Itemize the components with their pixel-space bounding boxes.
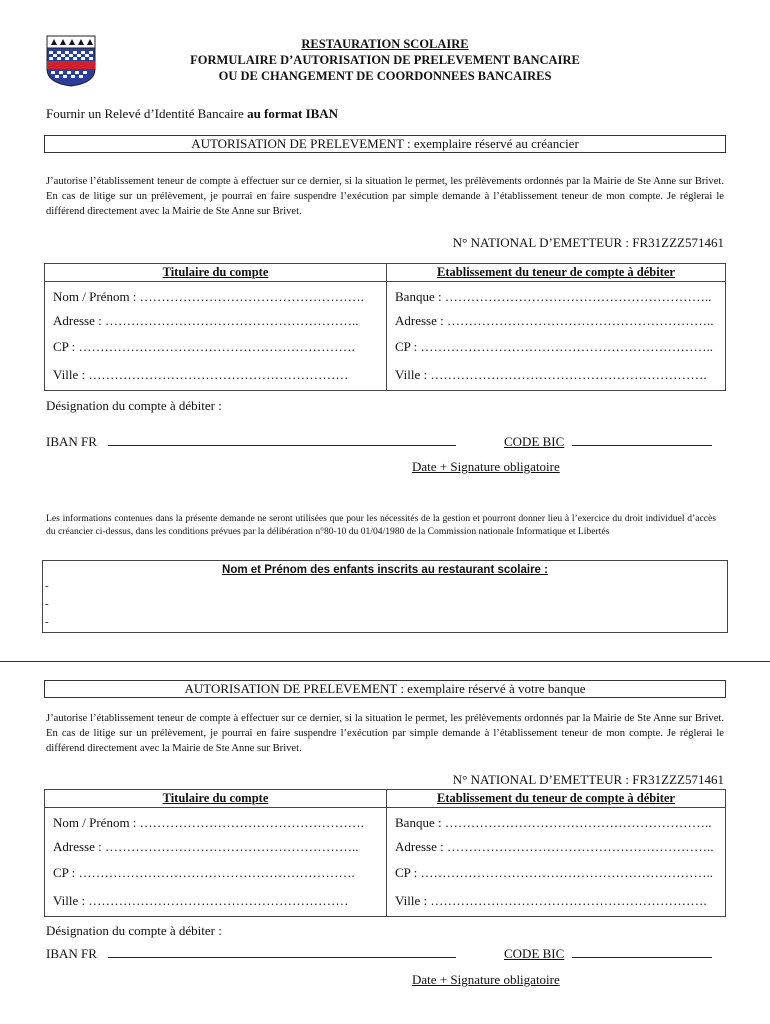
section1-adresse-left-field[interactable]: Adresse : …………………………………………………..	[53, 313, 359, 328]
section1-cp-right-field[interactable]: CP : …………………………………………………………..	[395, 339, 714, 354]
section1-account-table	[44, 263, 726, 391]
section1-bic-row	[504, 434, 712, 450]
section2-account-table	[44, 789, 726, 917]
section2-nom-field[interactable]: Nom / Prénom : …………………………………………….	[53, 815, 364, 830]
section1-designation: Désignation du compte à débiter :	[46, 398, 222, 413]
section2-emetteur: N° NATIONAL D’EMETTEUR : FR31ZZZ571461	[452, 772, 724, 787]
child-line-2[interactable]: -	[45, 598, 49, 610]
section2-box-title: AUTORISATION DE PRELEVEMENT : exemplaire réservé à votre banque	[44, 680, 726, 698]
section1-cp-left-field[interactable]: CP : ……………………………………………………….	[53, 339, 355, 354]
section2-signature-label: Date + Signature obligatoire	[412, 972, 560, 987]
section2-designation: Désignation du compte à débiter :	[46, 923, 222, 938]
section1-ville-right-field[interactable]: Ville : ……………………………………………………….	[395, 367, 707, 382]
section1-iban-label: IBAN FR	[46, 434, 97, 449]
section2-paragraph: J’autorise l’établissement teneur de compte à effectuer sur ce dernier, si la situation le permet, les prélèvements ordonnés par la Mairie de Ste Anne sur Brivet. En cas de litige sur un prélèvement, je pourrai en faire suspendre l’exécution par simple demande à l’établissement teneur de mon compte. Je réglerai le différend directement avec la Mairie de Ste Anne sur Brivet.	[46, 713, 724, 754]
section2-bic-input[interactable]	[572, 947, 712, 958]
section2-cp-left-field[interactable]: CP : ……………………………………………………….	[53, 865, 355, 880]
section2-bic-row	[504, 946, 712, 962]
child-line-1[interactable]: -	[45, 580, 49, 592]
rib-note	[46, 106, 338, 122]
section1-signature-label: Date + Signature obligatoire	[412, 459, 560, 474]
section1-col-etablissement: Etablissement du teneur de compte à débiter	[387, 264, 726, 282]
section1-nom-field[interactable]: Nom / Prénom : …………………………………………….	[53, 289, 364, 304]
section2-iban-input[interactable]	[108, 947, 456, 958]
section2-adresse-left-field[interactable]: Adresse : …………………………………………………..	[53, 839, 359, 854]
section1-adresse-right-field[interactable]: Adresse : ……………………………………………………..	[395, 313, 714, 328]
document-title: RESTAURATION SCOLAIRE	[301, 37, 469, 51]
cnil-note: Les informations contenues dans la présente demande ne seront utilisées que pour les nécessités de la gestion et pourront donner lieu à l’exercice du droit individuel d’accès du créancier ci-dessus, dans les conditions prévues par la délibération n°80-10 du 01/04/1980 de la Commission nationale Informatique et Libertés	[46, 513, 716, 537]
section1-iban-input[interactable]	[108, 435, 456, 446]
section1-bic-label: CODE BIC	[504, 434, 565, 449]
rib-note-format: au format IBAN	[247, 106, 339, 121]
section2-cp-right-field[interactable]: CP : …………………………………………………………..	[395, 865, 714, 880]
section2-iban-label: IBAN FR	[46, 946, 97, 961]
section1-bic-input[interactable]	[572, 435, 712, 446]
section2-iban-row	[46, 946, 456, 962]
section1-iban-row	[46, 434, 456, 450]
section2-col-titulaire: Titulaire du compte	[45, 790, 387, 808]
section1-box-title: AUTORISATION DE PRELEVEMENT : exemplaire réservé au créancier	[44, 135, 726, 153]
document-subtitle-1: FORMULAIRE D’AUTORISATION DE PRELEVEMENT BANCAIRE	[190, 53, 580, 67]
children-box	[42, 560, 728, 633]
section1-emetteur: N° NATIONAL D’EMETTEUR : FR31ZZZ571461	[452, 235, 724, 250]
document-header	[0, 36, 770, 84]
section1-banque-field[interactable]: Banque : ……………………………………………………..	[395, 289, 712, 304]
children-title: Nom et Prénom des enfants inscrits au restaurant scolaire :	[222, 564, 548, 576]
rib-note-text: Fournir un Relevé d’Identité Bancaire	[46, 106, 244, 121]
section2-adresse-right-field[interactable]: Adresse : ……………………………………………………..	[395, 839, 714, 854]
section1-ville-left-field[interactable]: Ville : ……………………………………………………	[53, 367, 349, 382]
section1-col-titulaire: Titulaire du compte	[45, 264, 387, 282]
section2-ville-left-field[interactable]: Ville : ……………………………………………………	[53, 893, 349, 908]
section2-col-etablissement: Etablissement du teneur de compte à débiter	[387, 790, 726, 808]
section2-bic-label: CODE BIC	[504, 946, 565, 961]
section2-ville-right-field[interactable]: Ville : ……………………………………………………….	[395, 893, 707, 908]
child-line-3[interactable]: -	[45, 616, 49, 628]
cut-line-divider	[0, 661, 770, 662]
section2-banque-field[interactable]: Banque : ……………………………………………………..	[395, 815, 712, 830]
section1-paragraph: J’autorise l’établissement teneur de compte à effectuer sur ce dernier, si la situation le permet, les prélèvements ordonnés par la Mairie de Ste Anne sur Brivet. En cas de litige sur un prélèvement, je pourrai en faire suspendre l’exécution par simple demande à l’établissement teneur de mon compte. Je réglerai le différend directement avec la Mairie de Ste Anne sur Brivet.	[46, 176, 724, 217]
document-subtitle-2: OU DE CHANGEMENT DE COORDONNEES BANCAIRES	[218, 69, 552, 83]
